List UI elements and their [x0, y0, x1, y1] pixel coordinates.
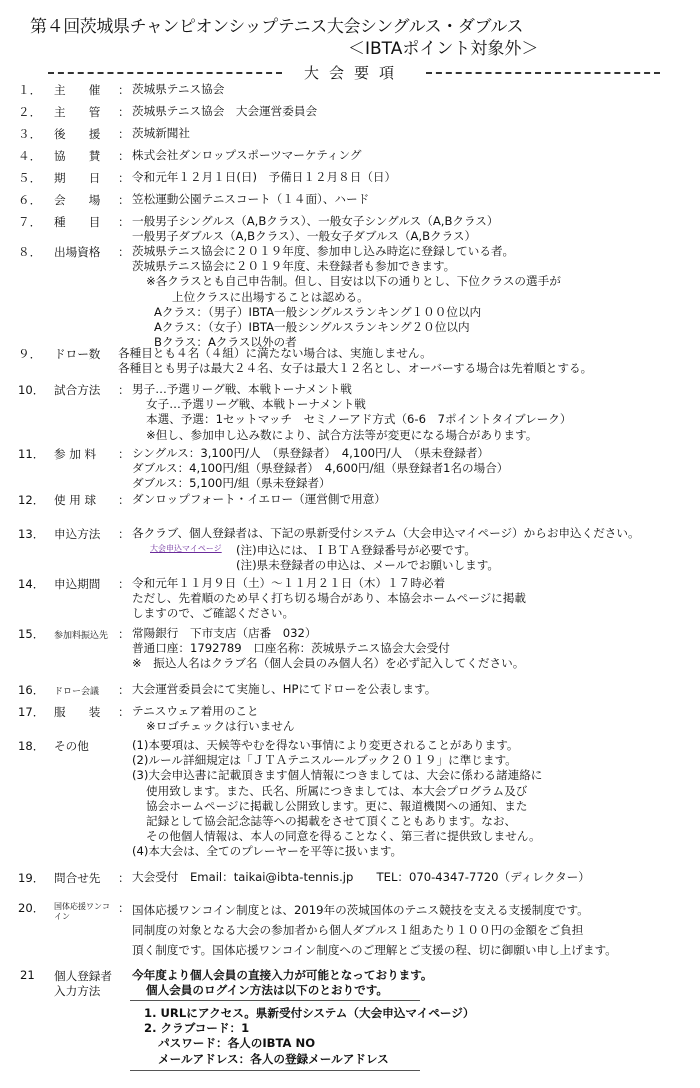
- item-label: 種 目: [54, 215, 101, 229]
- item-label: 申込期間: [54, 577, 101, 591]
- item-label: 試合方法: [54, 383, 101, 397]
- login-email: メールアドレス：各人の登録メールアドレス: [158, 1051, 389, 1066]
- colon: ：: [118, 171, 130, 185]
- item-text: 協会ホームページに掲載し公開致します。更に、報道機関への通知、また: [146, 798, 528, 813]
- section-heading: 大会要項: [304, 64, 405, 82]
- item-label: 国体応援ワンコイン: [54, 902, 110, 921]
- item-number: 12．: [18, 493, 45, 507]
- item-number: 11．: [18, 447, 45, 461]
- divider-bottom: [130, 1070, 420, 1071]
- item-number: 16．: [18, 683, 45, 697]
- item-text: ダブルス：5,100円/組（県未登録者）: [132, 476, 331, 491]
- item-number: ６．: [18, 193, 42, 207]
- item-number: 15．: [18, 627, 45, 641]
- item-label: その他: [54, 739, 89, 753]
- item-text: Aクラス：（女子）IBTA一般シングルスランキング２０位以内: [154, 320, 470, 335]
- item-number: 18．: [18, 739, 45, 753]
- item-text: 女子…予選リーグ戦、本戦トーナメント戦: [146, 397, 366, 412]
- item-number: ２．: [18, 105, 42, 119]
- item-label: 参加料振込先: [54, 631, 109, 641]
- colon: ：: [118, 705, 130, 719]
- item-label: ドロー数: [54, 347, 101, 361]
- item-text: ※ロゴチェックは行いません: [146, 719, 295, 734]
- item-text: (注)申込には、ＩＢＴＡ登録番号が必要です。: [236, 543, 476, 557]
- colon: ：: [118, 383, 130, 397]
- heading-dashed-divider-left: [48, 72, 282, 74]
- entry-mypage-link[interactable]: 大会申込マイページ: [150, 544, 222, 553]
- colon: ：: [118, 493, 130, 507]
- item-text: 使用致します。また、氏名、所属につきましては、本大会プログラム及び: [146, 783, 528, 798]
- colon: ：: [118, 245, 130, 259]
- item-text: テニスウェア着用のこと: [132, 704, 259, 718]
- colon: ：: [118, 105, 130, 119]
- item-text: ダブルス：4,100円/組（県登録者） 4,600円/組（県登録者1名の場合）: [132, 461, 509, 476]
- item-label: 後 援: [54, 127, 101, 141]
- item-label: 服 装: [54, 705, 101, 719]
- document-title: 第４回茨城県チャンピオンシップテニス大会シングルス・ダブルス: [30, 17, 524, 37]
- item-text: 茨城県テニス協会 大会運営委員会: [132, 104, 318, 118]
- item-text: ダンロップフォート・イエロー（運営側で用意）: [132, 492, 386, 506]
- item-text: 本選、予選：1セットマッチ セミノーアド方式（6-6 7ポイントタイブレーク）: [146, 412, 572, 427]
- heading-dashed-divider-right: [426, 72, 660, 74]
- item-number: ４．: [18, 149, 42, 163]
- colon: ：: [118, 577, 130, 591]
- item-text: 令和元年１２月１日(日) 予備日１２月８日（日）: [132, 170, 397, 184]
- item-text: ※ 振込人名はクラブ名（個人会員のみ個人名）を必ず記入してください。: [132, 656, 525, 671]
- item-text: ただし、先着順のため早く打ち切る場合があり、本協会ホームページに掲載: [132, 591, 526, 606]
- item-number: ９．: [18, 347, 42, 361]
- item-text: その他個人情報は、本人の同意を得ることなく、第三者に提供致しません。: [146, 829, 541, 844]
- item-text: 普通口座：1792789 口座名称：茨城県テニス協会大会受付: [132, 641, 450, 656]
- item-number: 10．: [18, 383, 45, 397]
- item-text: 一般男子ダブルス（A,Bクラス）、一般女子ダブルス（A,Bクラス）: [132, 229, 477, 244]
- item-label: 会 場: [54, 193, 101, 207]
- item-number: ８．: [18, 245, 42, 259]
- colon: ：: [118, 193, 130, 207]
- item-text: シングルス：3,100円/人 （県登録者） 4,100円/人 （県未登録者）: [132, 446, 490, 460]
- item-text: 令和元年１１月９日（土）～１１月２１日（木）１７時必着: [132, 576, 446, 590]
- item-number: 17．: [18, 705, 45, 719]
- item-text: 上位クラスに出場することは認める。: [172, 289, 369, 304]
- colon: ：: [118, 683, 130, 697]
- colon: ：: [118, 83, 130, 97]
- item-text: 各クラブ、個人登録者は、下記の県新受付システム（大会申込マイページ）からお申込ください。: [132, 526, 640, 540]
- colon: ：: [118, 447, 130, 461]
- item-text: 各種目とも４名（４組）に満たない場合は、実施しません。: [118, 346, 432, 360]
- item-text: 茨城県テニス協会: [132, 82, 225, 96]
- item-text: (注)県未登録者の申込は、メールでお願いします。: [236, 558, 499, 573]
- item-label: 主 管: [54, 105, 101, 119]
- item-number: 13．: [18, 527, 45, 541]
- item-text: 笠松運動公園テニスコート（１４面）、ハード: [132, 192, 370, 206]
- item-number: ７．: [18, 215, 42, 229]
- divider-top: [130, 1000, 420, 1001]
- item-text: 頂く制度です。国体応援ワンコイン制度へのご理解とご支援の程、切に御願い申し上げます。: [132, 943, 617, 957]
- item-number: 20．: [18, 901, 45, 915]
- item-text: 個人会員のログイン方法は以下のとおりです。: [146, 983, 388, 998]
- item-label: 協 賛: [54, 149, 101, 163]
- item-text: (2)ルール詳細規定は「ＪＴＡテニスルールブック２０１９」に準じます。: [132, 753, 517, 768]
- login-password: パスワード：各人のIBTA NO: [158, 1036, 316, 1051]
- colon: ：: [118, 149, 130, 163]
- colon: ：: [118, 871, 130, 885]
- colon: ：: [118, 215, 130, 229]
- item-label: 期 日: [54, 171, 101, 185]
- item-text: 茨城県テニス協会に２０１９年度、参加申し込み時迄に登録している者。: [132, 244, 515, 258]
- section-heading-row: [48, 62, 660, 83]
- colon: ：: [118, 527, 130, 541]
- item-text: ※但し、参加申し込み数により、試合方法等が変更になる場合があります。: [146, 427, 538, 442]
- item-label: 申込方法: [54, 527, 101, 541]
- item-text: 茨城県テニス協会に２０１９年度、未登録者も参加できます。: [132, 259, 456, 274]
- item-text: 各種目とも男子は最大２４名、女子は最大１２名とし、オーバーする場合は先着順とする。: [118, 361, 593, 376]
- item-text: 大会運営委員会にて実施し、HPにてドローを公表します。: [132, 682, 437, 696]
- item-text: 国体応援ワンコイン制度とは、2019年の茨城国体のテニス競技を支える支援制度です。: [132, 903, 589, 917]
- item-text: 男子…予選リーグ戦、本戦トーナメント戦: [132, 382, 352, 396]
- item-label: ドロー会議: [54, 687, 100, 697]
- item-number: ３．: [18, 127, 42, 141]
- item-text: 株式会社ダンロップスポーツマーケティング: [132, 148, 362, 162]
- contact-text: 大会受付 Email：taikai@ibta-tennis.jp TEL：070-4347-7720（ディレクター）: [132, 870, 590, 884]
- item-label-second-line: 入力方法: [54, 984, 101, 998]
- item-label: 使 用 球: [54, 493, 97, 507]
- item-text: (4)本大会は、全てのプレーヤーを平等に扱います。: [132, 844, 403, 859]
- item-text: (3)大会申込書に記載頂きます個人情報につきましては、大会に係わる諸連絡に: [132, 768, 543, 783]
- item-text: 一般男子シングルス（A,Bクラス）、一般女子シングルス（A,Bクラス）: [132, 214, 499, 228]
- item-text: Aクラス：（男子）IBTA一般シングルスランキング１００位以内: [154, 304, 482, 319]
- item-text: Bクラス：Aクラス以外の者: [154, 335, 297, 350]
- item-text: (1)本要項は、天候等やむを得ない事情により変更されることがあります。: [132, 738, 519, 752]
- item-label: 主 催: [54, 83, 101, 97]
- item-label: 参 加 料: [54, 447, 97, 461]
- item-label: 出場資格: [54, 245, 101, 259]
- item-text: ※各クラスとも自己申告制。但し、目安は以下の通りとし、下位クラスの選手が: [146, 274, 561, 289]
- item-text: しますので、ご確認ください。: [132, 606, 295, 621]
- document-subtitle: ＜IBTAポイント対象外＞: [348, 39, 539, 59]
- item-number: 19．: [18, 871, 45, 885]
- item-number: ５．: [18, 171, 42, 185]
- item-number: 14．: [18, 577, 45, 591]
- colon: ：: [118, 127, 130, 141]
- item-text: 常陽銀行 下市支店（店番 032）: [132, 626, 317, 640]
- item-number: １．: [18, 83, 42, 97]
- colon: ：: [118, 901, 130, 915]
- item-text: 今年度より個人会員の直接入力が可能となっております。: [132, 968, 433, 982]
- item-label: 問合せ先: [54, 871, 101, 885]
- item-text: 同制度の対象となる大会の参加者から個人ダブルス１組あたり１００円の金額をご負担: [132, 923, 584, 937]
- login-step-url: 1. URLにアクセス。県新受付システム（大会申込マイページ）: [144, 1006, 475, 1020]
- item-text: 記録として協会記念誌等への掲載をさせて頂くこともあります。なお、: [146, 814, 517, 829]
- item-text: 茨城新聞社: [132, 126, 190, 140]
- item-label: 個人登録者: [54, 969, 112, 983]
- colon: ：: [118, 627, 130, 641]
- item-number: 21: [20, 968, 35, 982]
- login-step-club-code: 2. クラブコード：1: [144, 1021, 250, 1036]
